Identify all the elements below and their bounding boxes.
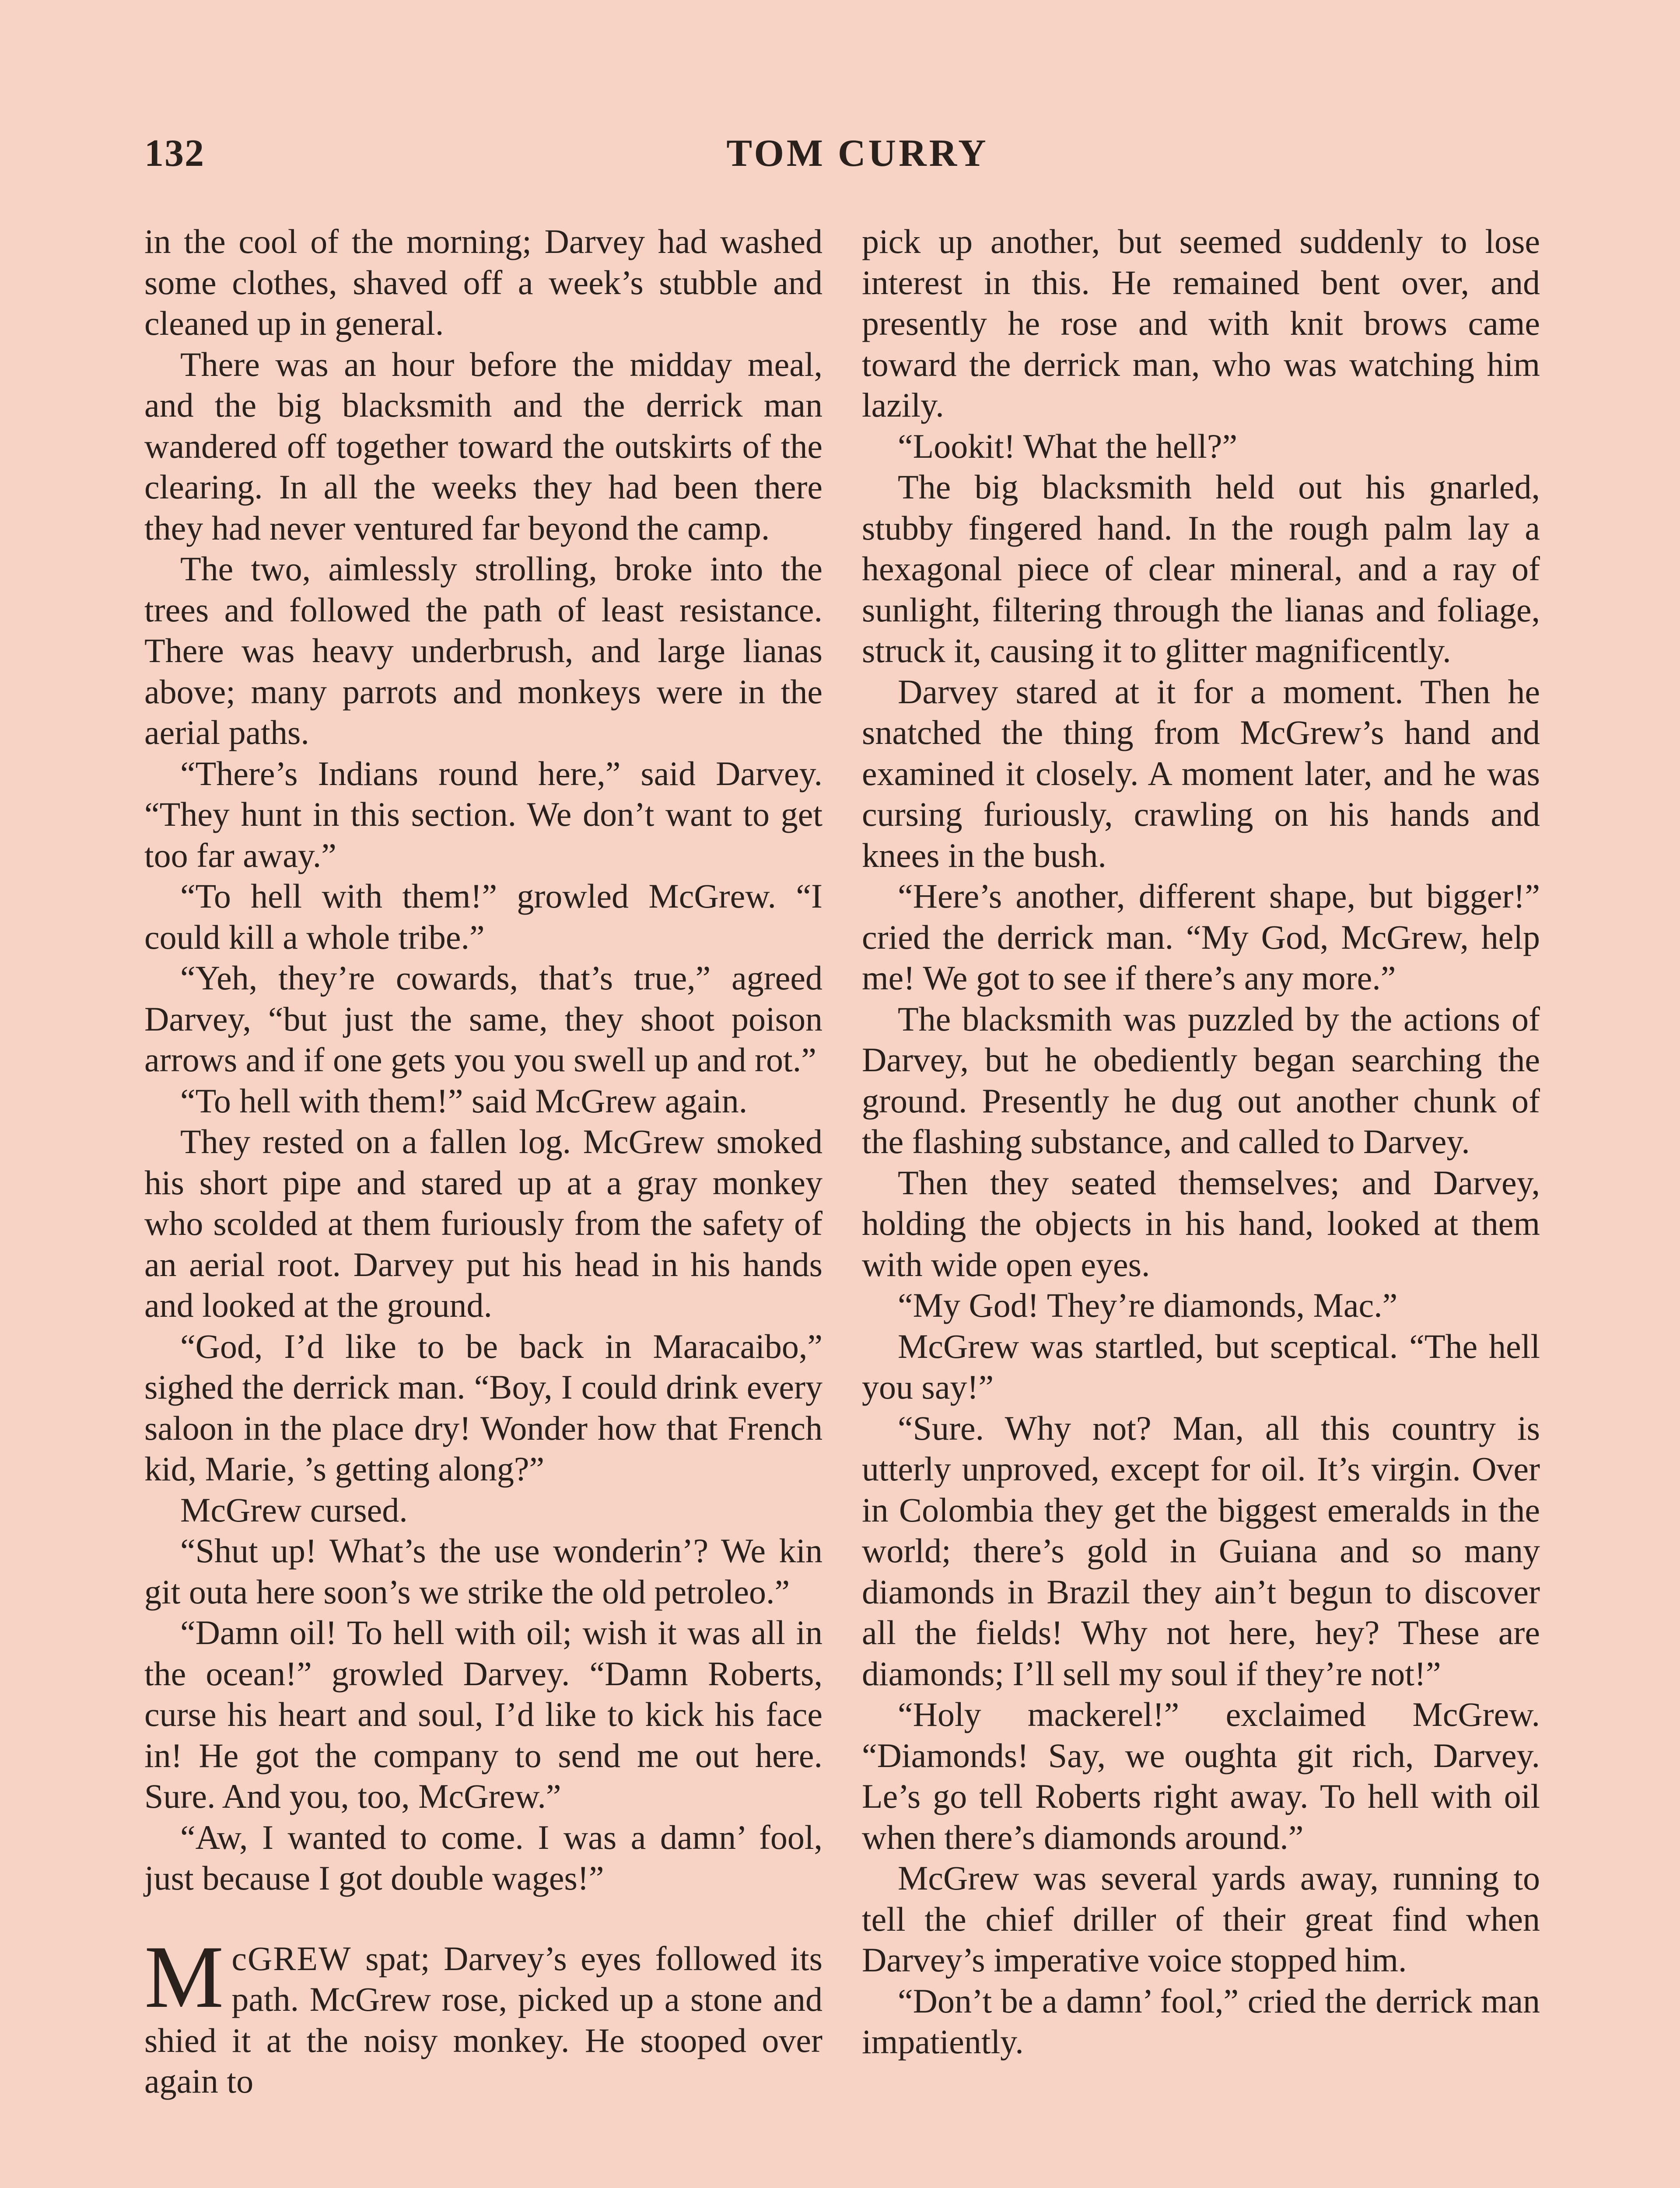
- paragraph: They rested on a fallen log. McGrew smoked his short pipe and stared up at a gray monkey who scolded at them furiously from the safety of an aerial root. Darvey put his head in his hands and looked at the ground.: [144, 1122, 822, 1324]
- drop-cap: M: [144, 1927, 224, 2027]
- paragraph: There was an hour before the midday meal, and the big blacksmith and the derrick man wandered off together toward the outskirts of the clearing. In all the weeks they had been there they had never ventured far beyond the camp.: [144, 345, 822, 547]
- paragraph: “Holy mackerel!” exclaimed McGrew. “Diamonds! Say, we oughta git rich, Darvey. Le’s go tell Roberts right away. To hell with oil when there’s diamonds around.”: [862, 1695, 1540, 1856]
- page-number: 132: [144, 132, 205, 175]
- paragraph: “My God! They’re diamonds, Mac.”: [898, 1286, 1398, 1324]
- paragraph: “Don’t be a damn’ fool,” cried the derrick man impatiently.: [862, 1981, 1540, 2061]
- paragraph: pick up another, but seemed suddenly to lose interest in this. He remained bent over, and presently he rose and with knit brows came toward the derrick man, who was watching him lazily.: [862, 222, 1540, 424]
- paragraph: “God, I’d like to be back in Maracaibo,” sighed the derrick man. “Boy, I could drink every saloon in the place dry! Wonder how that French kid, Marie, ’s getting along?”: [144, 1327, 822, 1488]
- paragraph: The big blacksmith held out his gnarled, stubby fingered hand. In the rough palm lay a hexagonal piece of clear mineral, and a ray of sunlight, filtering through the lianas and foliage, struck it, causing it to glitter magnificently.: [862, 468, 1540, 670]
- paragraph: “Aw, I wanted to come. I was a damn’ fool, just because I got double wages!”: [144, 1818, 822, 1897]
- paragraph: “Here’s another, different shape, but bigger!” cried the derrick man. “My God, McGrew, help me! We got to see if there’s any more.”: [862, 877, 1540, 997]
- paragraph-text: spat; Darvey’s eyes followed its path. McGrew rose, picked up a stone and shied it at the noisy monkey. He stooped over again to: [144, 1939, 822, 2100]
- paragraph: McGrew cursed.: [180, 1490, 408, 1529]
- paragraph: “Yeh, they’re cowards, that’s true,” agreed Darvey, “but just the same, they shoot poison arrows and if one gets you you swell up and rot.”: [144, 959, 822, 1079]
- paragraph: in the cool of the morning; Darvey had washed some clothes, shaved off a week’s stubble and cleaned up in general.: [144, 222, 822, 342]
- paragraph: McGrew was startled, but sceptical. “The hell you say!”: [862, 1327, 1540, 1406]
- left-column: [144, 221, 822, 2102]
- section-opening-paragraph: [144, 1927, 822, 2102]
- paragraph: “Sure. Why not? Man, all this country is utterly unproved, except for oil. It’s virgin. Over in Colombia they get the biggest emeralds in the world; there’s gold in Guiana and so many diamonds in Brazil they ain’t begun to discover all the fields! Why not here, hey? These are diamonds; I’ll sell my soul if they’re not!”: [862, 1409, 1540, 1693]
- paragraph: The blacksmith was puzzled by the actions of Darvey, but he obediently began searching the ground. Presently he dug out another chunk of the flashing substance, and called to Darvey.: [862, 999, 1540, 1161]
- paragraph: “Shut up! What’s the use wonderin’? We kin git outa here soon’s we strike the old petroleo.”: [144, 1532, 822, 1611]
- paragraph: McGrew was several yards away, running to tell the chief driller of their great find when Darvey’s imperative voice stopped him.: [862, 1859, 1540, 1979]
- paragraph: “Damn oil! To hell with oil; wish it was all in the ocean!” growled Darvey. “Damn Roberts, curse his heart and soul, I’d like to kick his face in! He got the company to send me out here. Sure. And you, too, McGrew.”: [144, 1613, 822, 1815]
- paragraph: “To hell with them!” growled McGrew. “I could kill a whole tribe.”: [144, 877, 822, 956]
- running-head: TOM CURRY: [726, 132, 989, 175]
- right-column: [862, 221, 1540, 2062]
- paragraph: “There’s Indians round here,” said Darvey. “They hunt in this section. We don’t want to get too far away.”: [144, 754, 822, 874]
- paragraph: Then they seated themselves; and Darvey, holding the objects in his hand, looked at them with wide open eyes.: [862, 1163, 1540, 1283]
- paragraph: “Lookit! What the hell?”: [898, 427, 1238, 465]
- paragraph: Darvey stared at it for a moment. Then he snatched the thing from McGrew’s hand and examined it closely. A moment later, and he was cursing furiously, crawling on his hands and knees in the bush.: [862, 672, 1540, 874]
- page-header: [144, 131, 1571, 179]
- small-caps-word: cGREW: [231, 1939, 352, 1978]
- paragraph: “To hell with them!” said McGrew again.: [180, 1081, 748, 1120]
- paragraph: The two, aimlessly strolling, broke into the trees and followed the path of least resistance. There was heavy underbrush, and large lianas above; many parrots and monkeys were in the aerial paths.: [144, 550, 822, 751]
